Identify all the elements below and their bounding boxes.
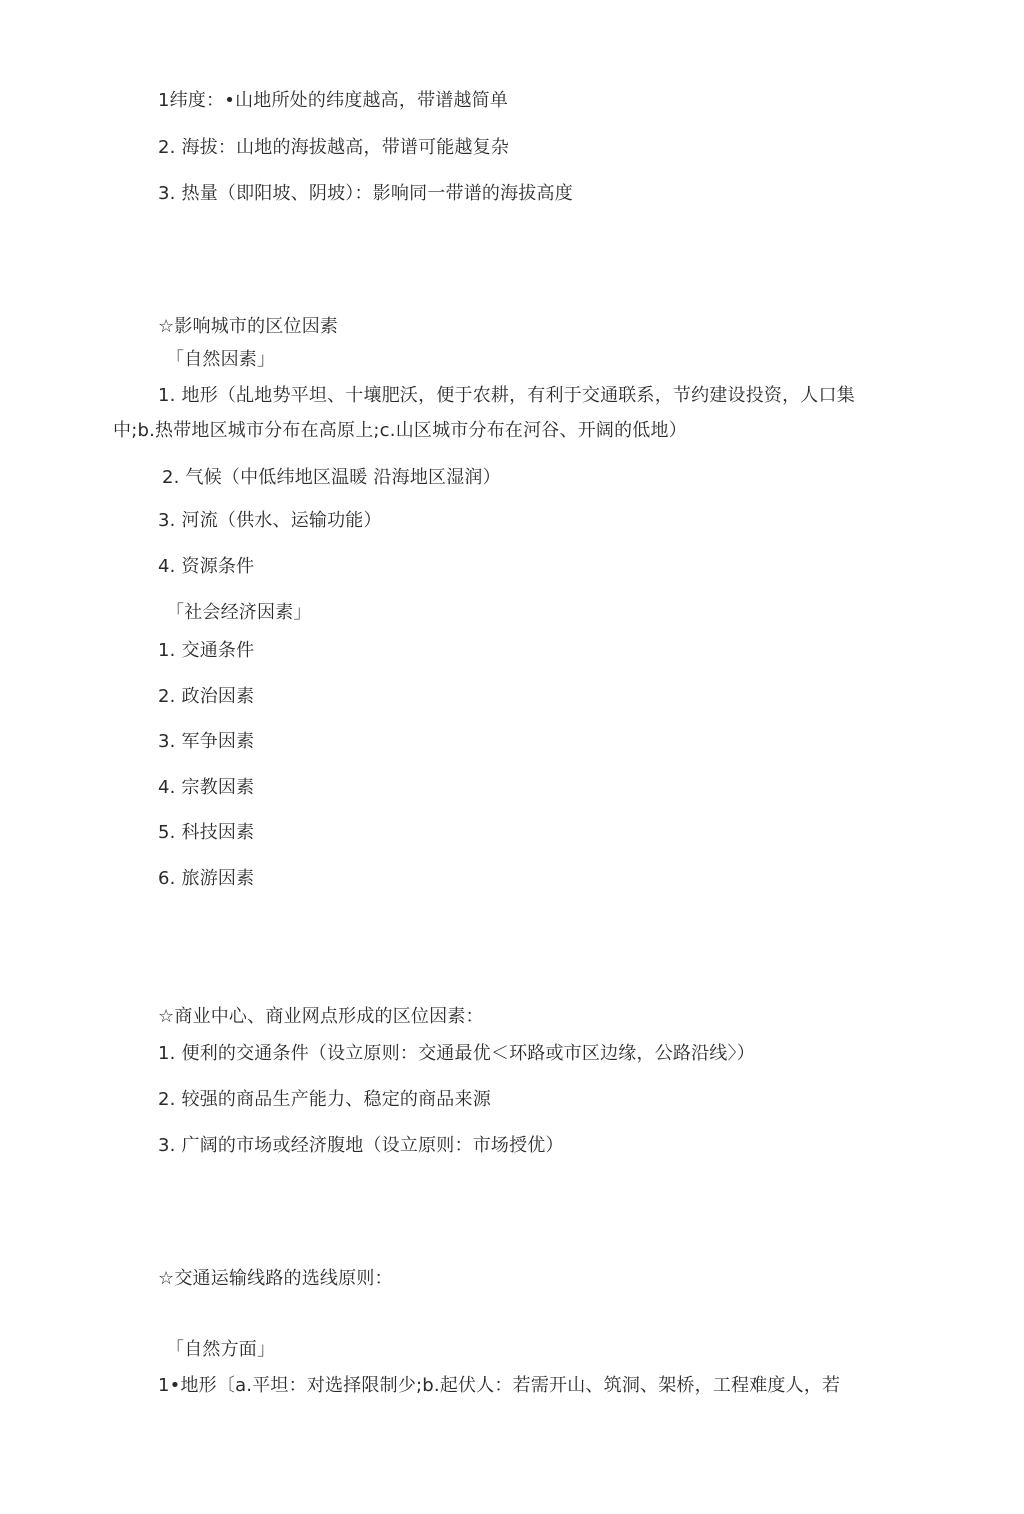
city-social-item-transport: 1. 交通条件	[158, 640, 255, 661]
city-natural-item-river: 3. 河流（供水、运输功能）	[158, 510, 382, 531]
city-natural-item-terrain-line2: 中;b.热带地区城市分布在高原上;c.山区城市分布在河谷、开阔的低地）	[113, 420, 687, 441]
commerce-item-production: 2. 较强的商品生产能力、稳定的商品来源	[158, 1089, 491, 1110]
mountain-factor-altitude: 2. 海拔：山地的海拔越高，带谱可能越复杂	[158, 137, 510, 158]
city-natural-item-terrain-line1: 1. 地形（乩地势平坦、十壤肥沃，便于农耕，有利于交通联系，节约建设投资，人口集	[158, 385, 855, 406]
commerce-item-market: 3. 广阔的市场或经济腹地（设立原则：市场授优）	[158, 1135, 564, 1156]
commerce-item-transport: 1. 便利的交通条件（设立原则：交通最优＜环路或市区边缘，公路沿线〉）	[158, 1043, 755, 1064]
city-social-item-military: 3. 军争因素	[158, 731, 255, 752]
mountain-factor-heat: 3. 热量（即阳坡、阴坡）：影响同一带谱的海拔高度	[158, 183, 573, 204]
city-natural-item-resources: 4. 资源条件	[158, 556, 255, 577]
city-social-item-politics: 2. 政治因素	[158, 686, 255, 707]
transport-natural-heading: 「自然方面」	[166, 1339, 276, 1360]
mountain-factor-latitude: 1纬度：•山地所处的纬度越高，带谱越简单	[158, 90, 509, 111]
city-natural-heading: 「自然因素」	[166, 349, 276, 370]
city-social-heading: 「社会经济因素」	[166, 602, 312, 623]
city-section-title: ☆影响城市的区位因素	[158, 316, 339, 337]
city-social-item-technology: 5. 科技因素	[158, 822, 255, 843]
commerce-section-title: ☆商业中心、商业网点形成的区位因素：	[158, 1006, 484, 1027]
city-social-item-religion: 4. 宗教因素	[158, 777, 255, 798]
city-social-item-tourism: 6. 旅游因素	[158, 868, 255, 889]
transport-item-terrain: 1•地形〔a.平坦：对选择限制少;b.起伏人：若需开山、筑洞、架桥，工程难度人，若	[158, 1375, 841, 1396]
city-natural-item-climate: 2. 气候（中低纬地区温暖 沿海地区湿润）	[162, 467, 501, 488]
transport-section-title: ☆交通运输线路的选线原则：	[158, 1268, 393, 1289]
